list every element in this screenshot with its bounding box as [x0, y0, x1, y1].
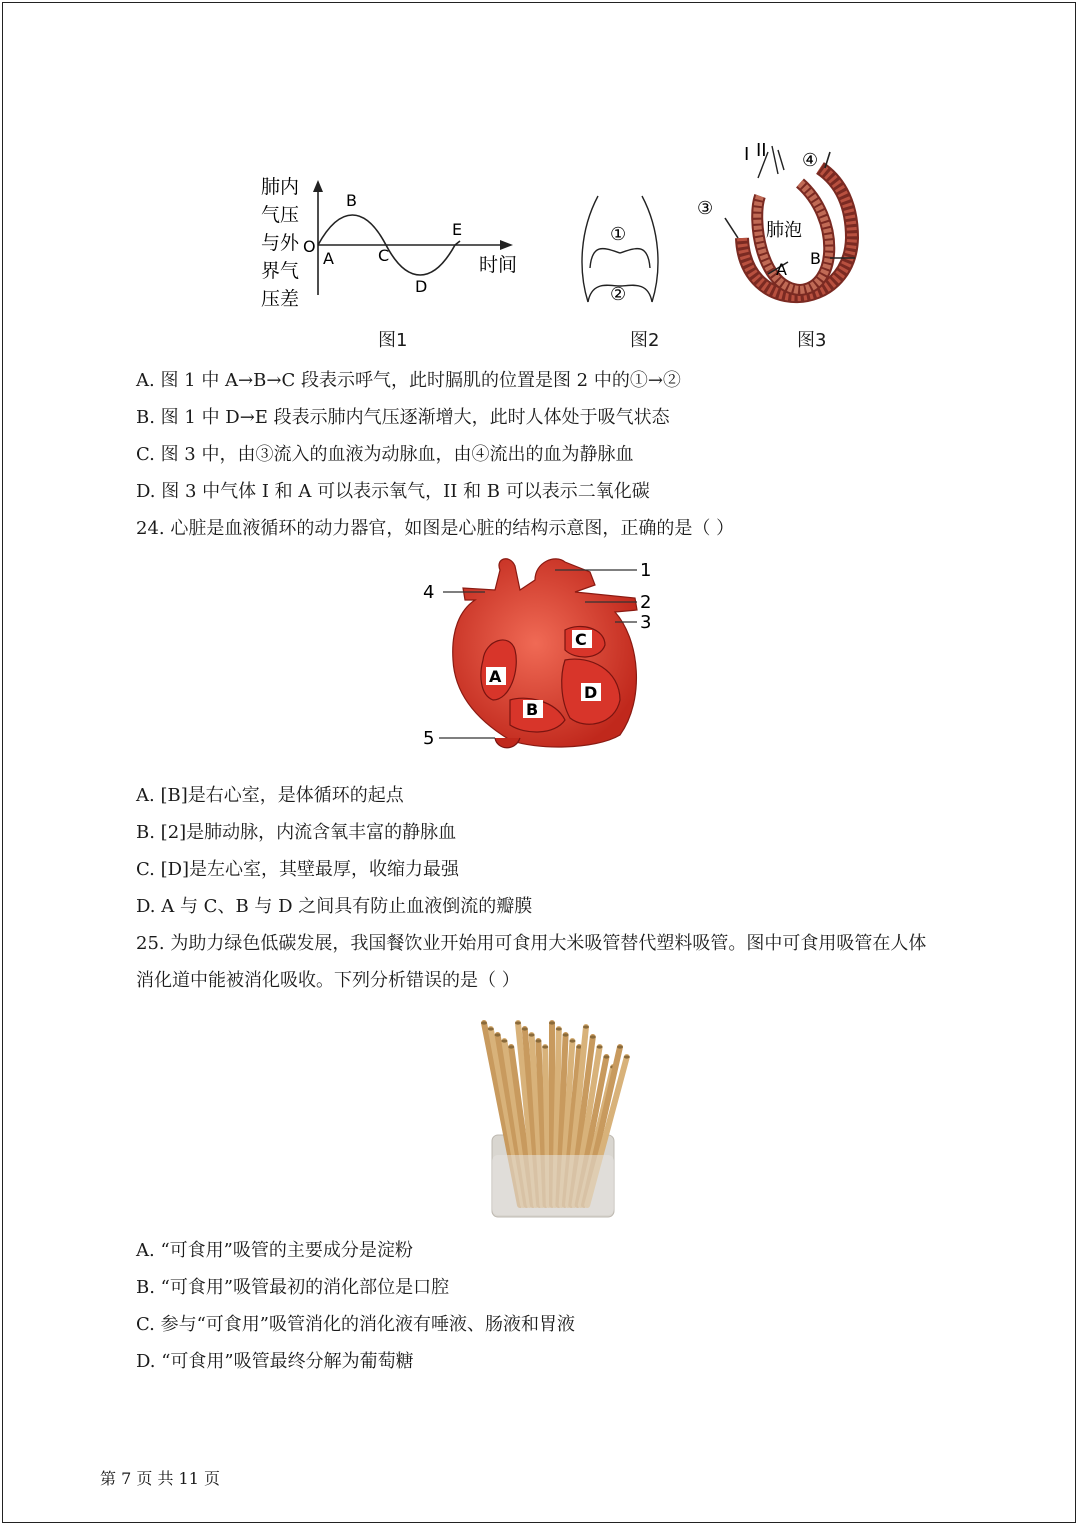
q23-option-b: B. 图 1 中 D→E 段表示肺内气压逐渐增大，此时人体处于吸气状态 [136, 407, 670, 428]
point-b: B [346, 191, 357, 210]
y-label-3: 与外 [261, 232, 300, 254]
y-axis-arrow [313, 180, 323, 192]
x-axis-arrow [500, 240, 513, 250]
q23-option-c: C. 图 3 中，由③流入的血液为动脉血，由④流出的血为静脉血 [136, 444, 634, 465]
cup-front [492, 1155, 614, 1215]
figure-2-caption: 图2 [630, 330, 660, 351]
heart-number-5: 5 [423, 728, 435, 749]
label-alveolus: 肺泡 [766, 220, 802, 241]
q24-option-c: C. [D]是左心室，其壁最厚，收缩力最强 [136, 859, 460, 880]
q25-stem-line-1: 25. 为助力绿色低碳发展，我国餐饮业开始用可食用大米吸管替代塑料吸管。图中可食用吸管在人体 [136, 933, 927, 954]
y-label-2: 气压 [261, 204, 300, 226]
point-d: D [415, 277, 428, 296]
q25-option-c: C. 参与“可食用”吸管消化的消化液有唾液、肠液和胃液 [136, 1314, 575, 1335]
straw-opening [624, 1055, 630, 1058]
y-label-1: 肺内 [261, 176, 300, 198]
label-in: ③ [697, 198, 714, 219]
figure-1-pressure-graph [255, 170, 535, 350]
straw-opening [529, 1033, 535, 1036]
heart-number-4: 4 [423, 582, 435, 603]
y-label-5: 压差 [261, 288, 300, 310]
point-e: E [452, 220, 463, 239]
label-b: B [810, 249, 821, 268]
chamber-b-label: B [526, 700, 539, 719]
chamber-d-label: D [584, 683, 598, 702]
arrow-in [725, 218, 738, 238]
point-c: C [378, 246, 390, 265]
heart-number-1: 1 [640, 560, 652, 581]
straw-opening [522, 1027, 528, 1030]
straws-image [480, 1015, 650, 1220]
heart-number-2: 2 [640, 592, 652, 613]
y-label-4: 界气 [261, 260, 300, 282]
heart-number-3: 3 [640, 612, 652, 633]
inferior-vena-cava [495, 738, 520, 748]
straw-opening [617, 1045, 623, 1048]
straw-opening [549, 1021, 555, 1024]
heart-diagram [415, 550, 665, 760]
label-circle-2: ② [610, 284, 627, 305]
q25-option-a: A. “可食用”吸管的主要成分是淀粉 [136, 1240, 413, 1261]
straw-bundle [481, 1021, 630, 1215]
q23-option-a: A. 图 1 中 A→B→C 段表示呼气，此时膈肌的位置是图 2 中的①→② [136, 370, 681, 391]
straw-opening [590, 1035, 596, 1038]
straw-opening [563, 1033, 569, 1036]
label-a: A [776, 260, 787, 279]
chest-wall-right [642, 196, 658, 302]
label-circle-1: ① [610, 224, 627, 245]
point-a: A [323, 249, 334, 268]
origin-label: O [303, 237, 316, 256]
chest-wall-left [582, 196, 598, 302]
straw-opening [481, 1021, 487, 1024]
q23-option-d: D. 图 3 中气体 I 和 A 可以表示氧气，II 和 B 可以表示二氧化碳 [136, 481, 650, 502]
figure-2-diaphragm [570, 190, 670, 310]
straw-opening [542, 1045, 548, 1048]
chamber-c-label: C [575, 630, 587, 649]
figure-3-alveolus [690, 138, 875, 328]
straw-opening [603, 1055, 609, 1058]
figure-1-caption: 图1 [378, 330, 408, 351]
q24-option-a: A. [B]是右心室，是体循环的起点 [136, 785, 404, 806]
q25-option-d: D. “可食用”吸管最终分解为葡萄糖 [136, 1351, 414, 1372]
label-gas-2: II [756, 140, 767, 161]
straw-opening [569, 1039, 575, 1042]
label-gas-1: I [744, 144, 750, 165]
q24-option-b: B. [2]是肺动脉，内流含氧丰富的静脉血 [136, 822, 457, 843]
chamber-a-label: A [489, 667, 502, 686]
page-footer: 第 7 页 共 11 页 [100, 1469, 220, 1488]
x-axis-label: 时间 [479, 254, 518, 276]
straw-opening [597, 1045, 603, 1048]
diaphragm-position-1 [590, 249, 650, 268]
straw-opening [515, 1021, 521, 1024]
straw-opening [583, 1025, 589, 1028]
straw-opening [488, 1027, 494, 1030]
straw-opening [556, 1027, 562, 1030]
q25-option-b: B. “可食用”吸管最初的消化部位是口腔 [136, 1277, 450, 1298]
q24-option-d: D. A 与 C、B 与 D 之间具有防止血液倒流的瓣膜 [136, 896, 533, 917]
straw-opening [501, 1039, 507, 1042]
straw-opening [495, 1033, 501, 1036]
q24-stem: 24. 心脏是血液循环的动力器官，如图是心脏的结构示意图，正确的是（ ） [136, 518, 735, 539]
figure-3-caption: 图3 [797, 330, 827, 351]
q25-stem-line-2: 消化道中能被消化吸收。下列分析错误的是（ ） [136, 970, 520, 991]
straw-opening [508, 1045, 514, 1048]
label-out: ④ [802, 150, 819, 171]
straw-opening [535, 1039, 541, 1042]
